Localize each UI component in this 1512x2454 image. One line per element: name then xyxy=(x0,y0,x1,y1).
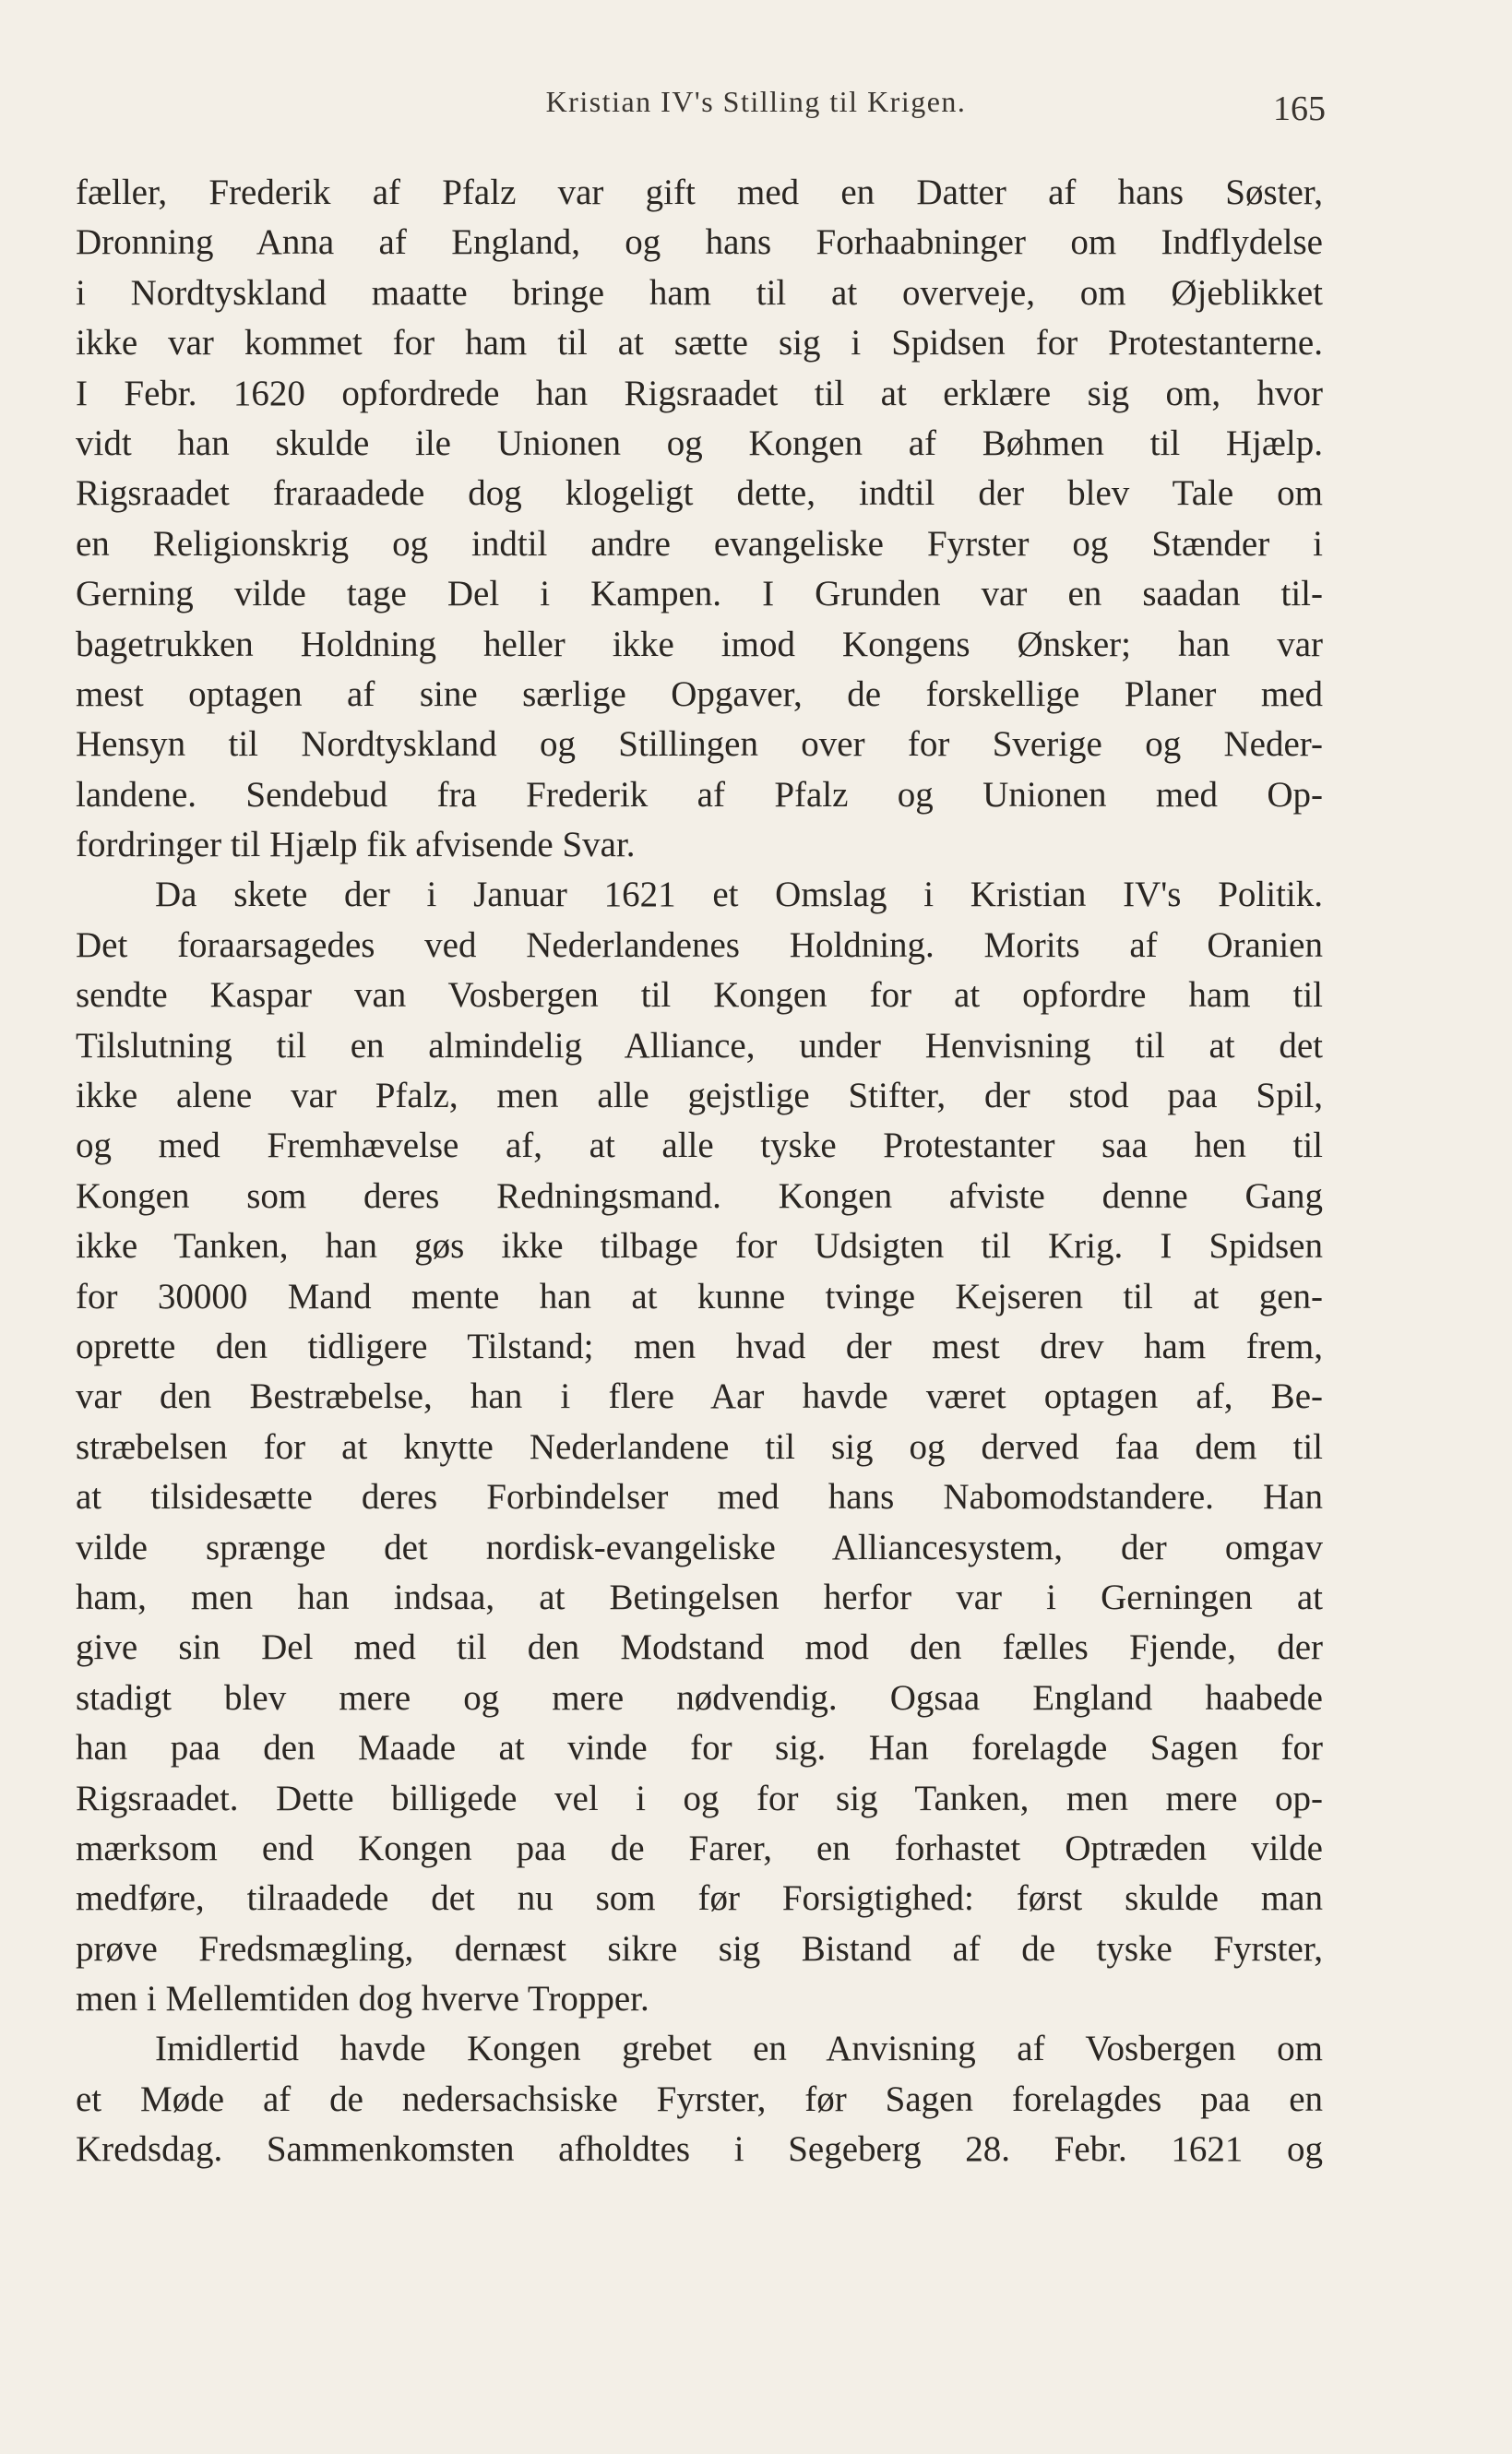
text-line: oprette den tidligere Tilstand; men hvad der mest drev ham frem, xyxy=(76,1326,1323,1366)
text-line: men i Mellemtiden dog hverve Tropper. xyxy=(76,1979,649,2019)
text-line: Kongen som deres Redningsmand. Kongen afviste denne Gang xyxy=(76,1175,1323,1216)
text-line: en Religionskrig og indtil andre evangeliske Fyrster og Stænder i xyxy=(76,523,1323,564)
text-line: mærksom end Kongen paa de Farer, en forhastet Optræden vilde xyxy=(76,1828,1323,1868)
text-line: Da skete der i Januar 1621 et Omslag i Kristian IV's Politik. xyxy=(155,875,1323,915)
text-line: for 30000 Mand mente han at kunne tvinge Kejseren til at gen- xyxy=(76,1276,1323,1316)
text-line: Imidlertid havde Kongen grebet en Anvisning af Vosbergen om xyxy=(155,2029,1323,2069)
text-line: var den Bestræbelse, han i flere Aar havde været optagen af, Be- xyxy=(76,1376,1323,1417)
text-line: stræbelsen for at knytte Nederlandene til sig og derved faa dem til xyxy=(76,1426,1323,1467)
text-line: ikke var kommet for ham til at sætte sig i Spidsen for Protestanterne. xyxy=(76,323,1323,363)
text-line: landene. Sendebud fra Frederik af Pfalz og Unionen med Op- xyxy=(76,774,1323,815)
text-line: I Febr. 1620 opfordrede han Rigsraadet til at erklære sig om, hvor xyxy=(76,373,1323,413)
text-line: mest optagen af sine særlige Opgaver, de forskellige Planer med xyxy=(76,673,1323,714)
running-header: Kristian IV's Stilling til Krigen. xyxy=(545,85,967,118)
text-line: han paa den Maade at vinde for sig. Han forelagde Sagen for xyxy=(76,1728,1323,1769)
text-line: Tilslutning til en almindelig Alliance, under Henvisning til at det xyxy=(76,1025,1323,1066)
text-line: at tilsidesætte deres Forbindelser med hans Nabomodstandere. Han xyxy=(76,1477,1323,1518)
text-line: Kredsdag. Sammenkomsten afholdtes i Segeberg 28. Febr. 1621 og xyxy=(76,2129,1323,2170)
text-line: Det foraarsagedes ved Nederlandenes Holdning. Morits af Oranien xyxy=(76,924,1323,965)
text-line: ikke Tanken, han gøs ikke tilbage for Udsigten til Krig. I Spidsen xyxy=(76,1226,1323,1267)
text-line: Rigsraadet. Dette billigede vel i og for sig Tanken, men mere op- xyxy=(76,1778,1323,1818)
text-line: Rigsraadet fraraadede dog klogeligt dette, indtil der blev Tale om xyxy=(76,473,1323,514)
text-line: prøve Fredsmægling, dernæst sikre sig Bistand af de tyske Fyrster, xyxy=(76,1928,1323,1969)
text-line: fordringer til Hjælp fik afvisende Svar. xyxy=(76,825,636,865)
body-text xyxy=(76,168,1323,2175)
text-line: ikke alene var Pfalz, men alle gejstlige Stifter, der stod paa Spil, xyxy=(76,1076,1323,1116)
text-line: bagetrukken Holdning heller ikke imod Kongens Ønsker; han var xyxy=(76,624,1323,664)
text-line: stadigt blev mere og mere nødvendig. Ogsaa England haabede xyxy=(76,1677,1323,1718)
text-line: Dronning Anna af England, og hans Forhaabninger om Indflydelse xyxy=(76,222,1323,263)
text-line: sendte Kaspar van Vosbergen til Kongen for at opfordre ham til xyxy=(76,975,1323,1016)
text-line: ham, men han indsaa, at Betingelsen herfor var i Gerningen at xyxy=(76,1577,1323,1617)
text-line: et Møde af de nedersachsiske Fyrster, før Sagen forelagdes paa en xyxy=(76,2079,1323,2119)
text-line: i Nordtyskland maatte bringe ham til at overveje, om Øjeblikket xyxy=(76,272,1323,313)
text-line: Hensyn til Nordtyskland og Stillingen over for Sverige og Neder- xyxy=(76,724,1323,765)
text-line: give sin Del med til den Modstand mod den fælles Fjende, der xyxy=(76,1627,1323,1668)
text-line: medføre, tilraadede det nu som før Forsigtighed: først skulde man xyxy=(76,1878,1323,1919)
text-line: Gerning vilde tage Del i Kampen. I Grunden var en saadan til- xyxy=(76,574,1323,614)
text-line: fæller, Frederik af Pfalz var gift med en Datter af hans Søster, xyxy=(76,173,1323,212)
text-line: vidt han skulde ile Unionen og Kongen af Bøhmen til Hjælp. xyxy=(76,423,1323,463)
text-line: vilde sprænge det nordisk-evangeliske Alliancesystem, der omgav xyxy=(76,1527,1323,1567)
text-line: og med Fremhævelse af, at alle tyske Protestanter saa hen til xyxy=(76,1126,1323,1166)
page-number: 165 xyxy=(1273,89,1326,128)
